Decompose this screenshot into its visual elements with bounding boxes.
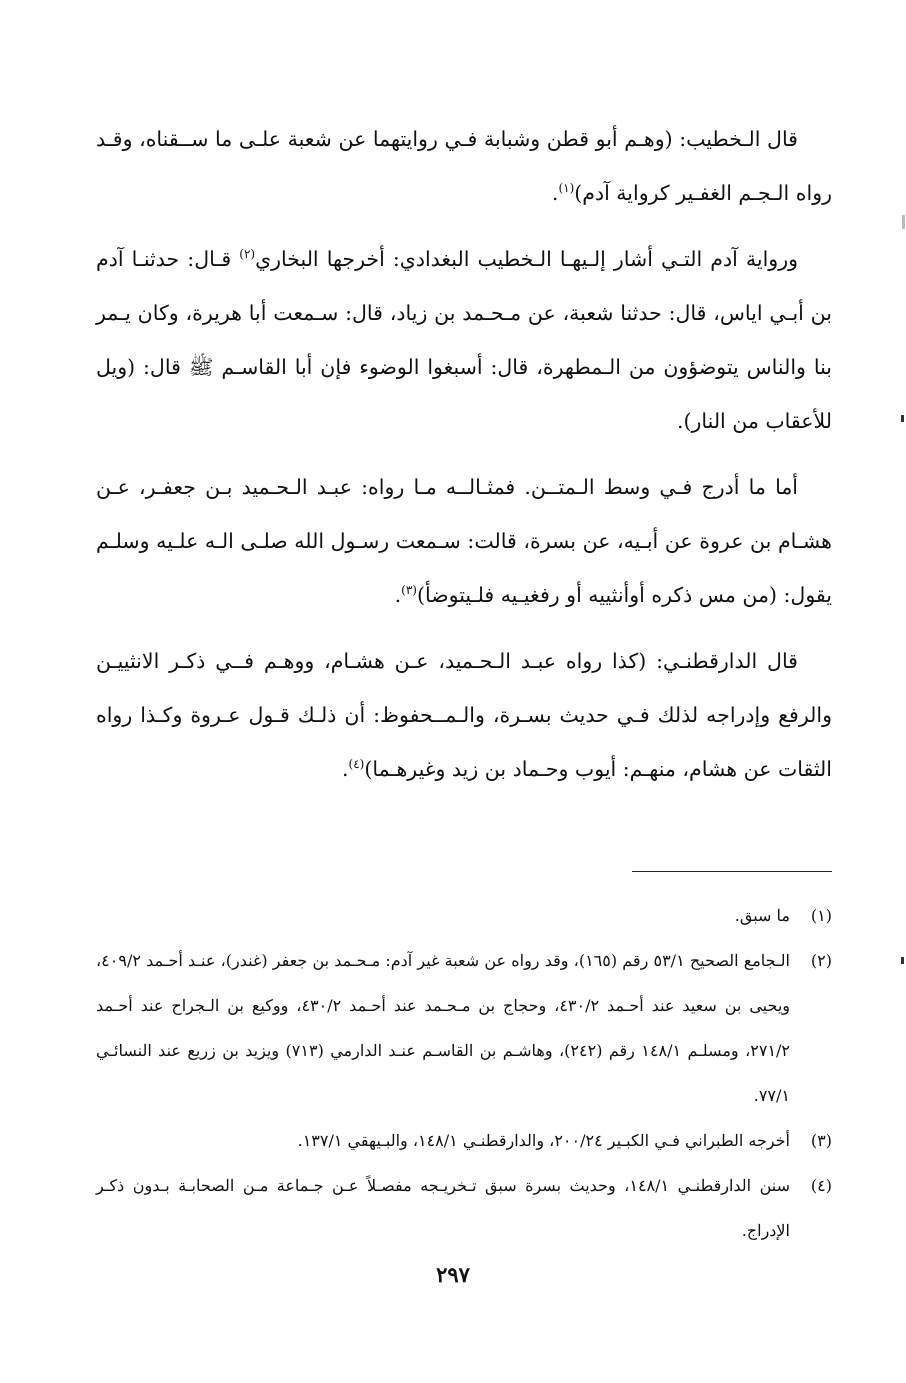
main-body-text — [96, 112, 832, 808]
footnotes-section — [96, 893, 832, 1253]
paragraph-2 — [96, 232, 832, 448]
paragraph-text: ورواية آدم التـي أشار إلـيهـا الـخطيب البغدادي: أخرجها البخاري — [255, 247, 799, 271]
footnote-separator — [632, 871, 832, 872]
paragraph-4 — [96, 634, 832, 796]
footnote-number: (٣) — [810, 1131, 832, 1150]
footnote-text: سنن الدارقطنـي ١٤٨/١، وحديث بسرة سبق تـخريـجه مفصـلاً عـن جـماعة مـن الصحابـة بـدون ذكـر الإدراج. — [96, 1176, 790, 1240]
paragraph-1 — [96, 112, 832, 220]
scan-mark — [901, 957, 904, 964]
footnote-2 — [96, 938, 832, 1118]
footnote-text: أخرجه الطبراني فـي الكبـير ٢٠٠/٢٤، والدارقطنـي ١٤٨/١، والبـيهقي ١٣٧/١. — [297, 1131, 790, 1150]
footnote-4 — [96, 1163, 832, 1253]
footnote-3 — [96, 1118, 832, 1163]
footnote-reference: (٤) — [348, 757, 365, 772]
paragraph-text-tail: . — [551, 181, 559, 205]
footnote-text: ما سبق. — [734, 906, 790, 925]
paragraph-3 — [96, 460, 832, 622]
footnote-number: (٢) — [810, 951, 832, 970]
paragraph-text-tail: . — [342, 757, 349, 781]
paragraph-text-tail: قـال: حدثنـا آدم بن أبـي اياس، قال: حدثنا شعبة، عن مـحـمد بن زياد، قال: سـمعت أبا هريرة، وكان يـمر بنا والناس يتوضؤون من الـمطهرة، قال: أسبغوا الوضوء فإن أبا القاسـم ﷺ قال: (ويل للأعقاب من النار). — [96, 247, 832, 433]
paragraph-text: قال الدارقطنـي: (كذا رواه عبـد الـحـميد، عـن هشـام، ووهـم فــي ذكـر الانثييـن والرفع وإدراجه لذلك فـي حديث بسـرة، والـمــحفوظ: أن ذلـك قـول عـروة وكـذا رواه الثقات عن هشام، منهـم: أيوب وحـماد بن زيد وغيرهـما) — [96, 649, 832, 781]
paragraph-text: قال الـخطيب: (وهـم أبو قطن وشبابة فـي روايتهما عن شعبة علـى ما ســقناه، وقـد رواه الـجـم الغفـير كرواية آدم) — [96, 127, 832, 205]
footnote-number: (١) — [810, 906, 832, 925]
paragraph-text-tail: . — [394, 583, 402, 607]
footnote-1 — [96, 893, 832, 938]
paragraph-text: أما ما أدرج فـي وسط الـمتــن. فمثـالــه مـا رواه: عبـد الـحـميد بـن جعفـر، عـن هشـام بن عروة عن أبـيه، عن بسرة، قالت: سـمعت رسـول الله صلـى الـه علـيه وسلـم يقول: (من مس ذكره أوأنثييه أو رفغيـيه فلـيتوضأ) — [96, 475, 832, 607]
footnote-reference: (٢) — [239, 247, 256, 262]
footnote-number: (٤) — [810, 1176, 832, 1195]
scan-mark — [902, 215, 905, 229]
footnote-text: الـجامع الصحيح ٥٣/١ رقم (١٦٥)، وقد رواه عن شعبة غير آدم: مـحـمد بن جعفر (غندر)، عنـد أحـمد ٤٠٩/٢، ويحيى بن سعيد عند أحـمد ٤٣٠/٢، وحجاج بن مـحـمد عند أحـمد ٤٣٠/٢، ووكيع بن الـجراح عند أحـمد ٢٧١/٢، ومسلـم ١٤٨/١ رقم (٢٤٢)، وهاشـم بن القاسـم عنـد الدارمي (٧١٣) ويزيد بن زريع عند النسائـي ٧٧/١. — [96, 951, 791, 1105]
page-number: ٢٩٧ — [436, 1262, 470, 1287]
scan-mark — [901, 415, 904, 422]
footnote-reference: (٣) — [401, 583, 417, 598]
footnote-reference: (١) — [558, 181, 575, 196]
